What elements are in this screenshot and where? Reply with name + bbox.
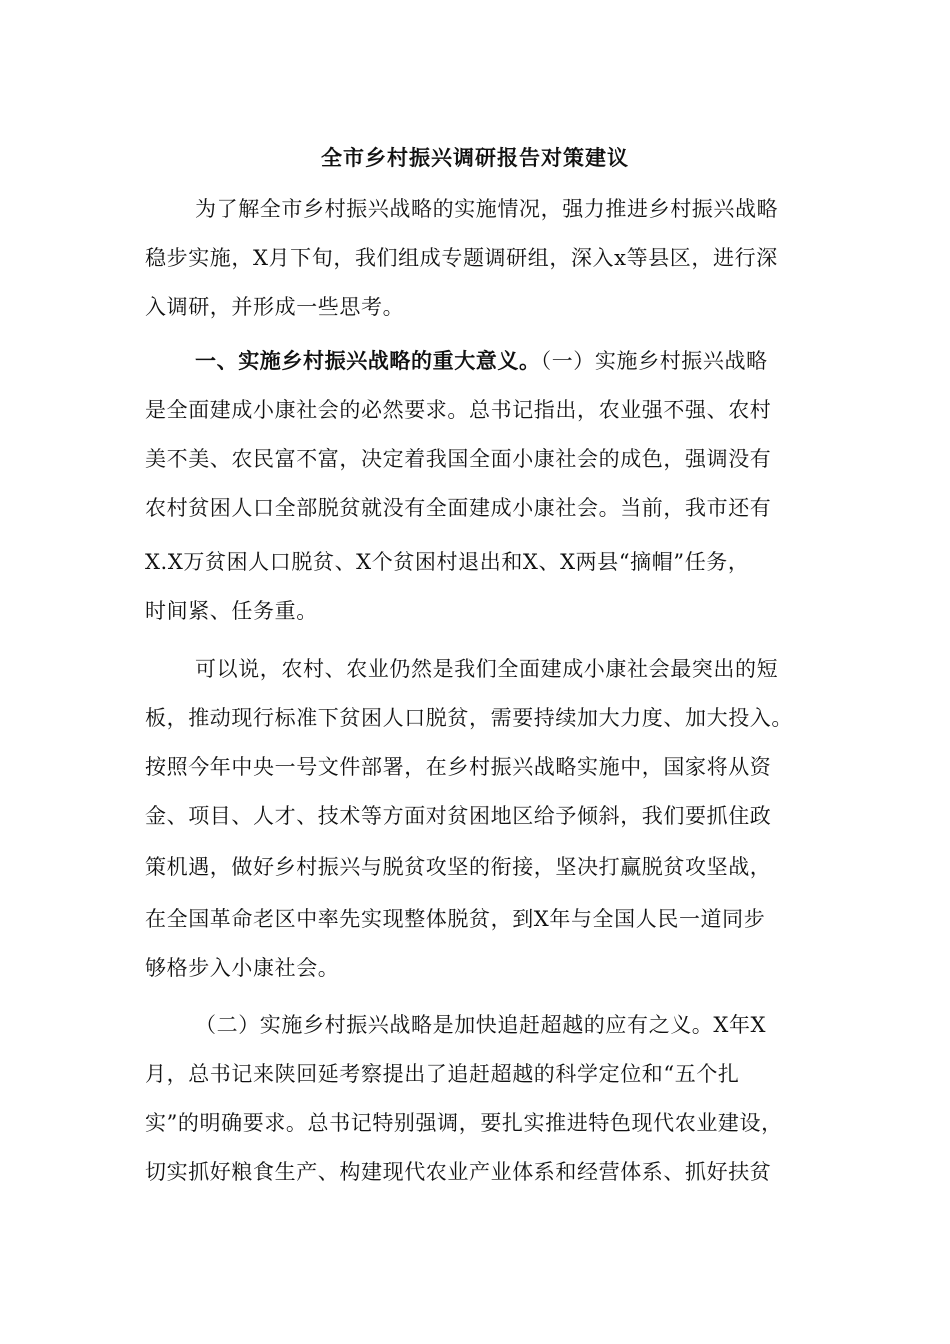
paragraph-line: 为了解全市乡村振兴战略的实施情况，强力推进乡村振兴战略 <box>195 197 779 221</box>
section-heading-line <box>195 346 768 376</box>
paragraph-line: X.X万贫困人口脱贫、X个贫困村退出和X、X两县“摘帽”任务， <box>145 550 750 574</box>
paragraph-line: 按照今年中央一号文件部署，在乡村振兴战略实施中，国家将从资 <box>145 755 772 779</box>
subsection-heading-inline: （一）实施乡村振兴战略 <box>540 349 768 373</box>
paragraph-line: 够格步入小康社会。 <box>145 956 340 980</box>
paragraph-line: 农村贫困人口全部脱贫就没有全面建成小康社会。当前，我市还有 <box>145 496 772 520</box>
paragraph-line: 板，推动现行标准下贫困人口脱贫，需要持续加大力度、加大投入。 <box>145 706 793 730</box>
paragraph-line: （二）实施乡村振兴战略是加快追赶超越的应有之义。X年X <box>195 1013 767 1037</box>
paragraph-line: 策机遇，做好乡村振兴与脱贫攻坚的衔接，坚决打赢脱贫攻坚战， <box>145 855 772 879</box>
paragraph-line: 可以说，农村、农业仍然是我们全面建成小康社会最突出的短 <box>195 657 779 681</box>
paragraph-line: 月，总书记来陕回延考察提出了追赶超越的科学定位和“五个扎 <box>145 1062 740 1086</box>
paragraph-line: 美不美、农民富不富，决定着我国全面小康社会的成色，强调没有 <box>145 447 772 471</box>
paragraph-line: 入调研，并形成一些思考。 <box>145 295 405 319</box>
paragraph-line: 稳步实施，X月下旬，我们组成专题调研组，深入x等县区，进行深 <box>145 246 778 270</box>
paragraph-line: 在全国革命老区中率先实现整体脱贫，到X年与全国人民一道同步 <box>145 907 766 931</box>
paragraph-line: 时间紧、任务重。 <box>145 599 318 623</box>
paragraph-line: 切实抓好粮食生产、构建现代农业产业体系和经营体系、抓好扶贫 <box>145 1160 772 1184</box>
document-title: 全市乡村振兴调研报告对策建议 <box>321 145 629 170</box>
paragraph-line: 实”的明确要求。总书记特别强调，要扎实推进特色现代农业建设， <box>145 1111 783 1135</box>
paragraph-line: 是全面建成小康社会的必然要求。总书记指出，农业强不强、农村 <box>145 398 772 422</box>
paragraph-line: 金、项目、人才、技术等方面对贫困地区给予倾斜，我们要抓住政 <box>145 804 772 828</box>
section-heading: 一、实施乡村振兴战略的重大意义。 <box>195 348 541 373</box>
